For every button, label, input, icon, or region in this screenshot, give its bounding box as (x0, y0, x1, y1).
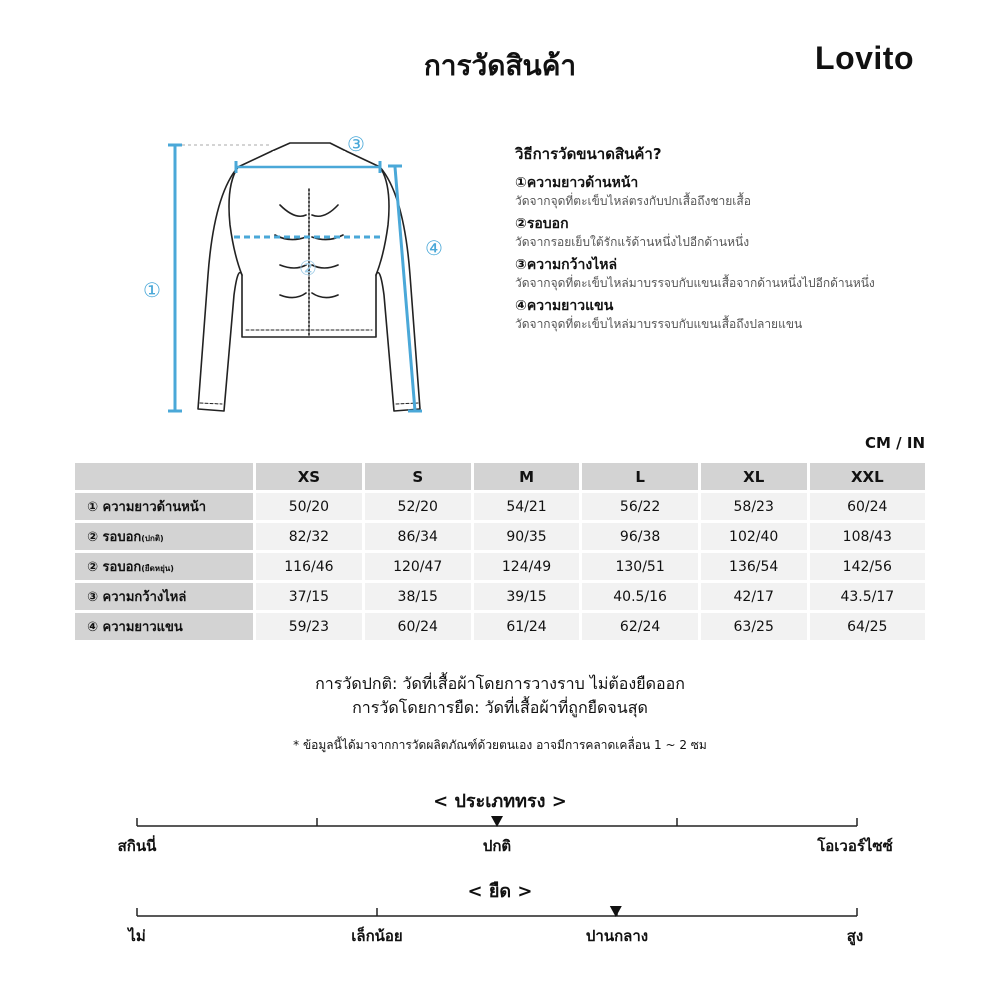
unit-label: CM / IN (865, 434, 925, 452)
table-corner (75, 463, 253, 490)
table-cell: 37/15 (256, 583, 362, 610)
guide-item-desc: วัดจากจุดที่ตะเข็บไหล่มาบรรจบกับแขนเสื้อจากด้านหนึ่งไปอีกด้านหนึ่ง (515, 276, 875, 290)
table-cell: 62/24 (582, 613, 697, 640)
table-cell: 54/21 (474, 493, 580, 520)
stretch-label-medium: ปานกลาง (585, 927, 649, 945)
table-header-row (75, 463, 925, 490)
table-cell: 63/25 (701, 613, 807, 640)
size-header: XL (701, 463, 807, 490)
table-cell: 43.5/17 (810, 583, 925, 610)
row-label: ④ ความยาวแขน (75, 613, 253, 640)
table-cell: 86/34 (365, 523, 471, 550)
row-label: ① ความยาวด้านหน้า (75, 493, 253, 520)
brand-logo: Lovito (815, 40, 914, 76)
table-cell: 90/35 (474, 523, 580, 550)
measurement-notes (0, 672, 1000, 720)
table-cell: 38/15 (365, 583, 471, 610)
table-row (75, 493, 925, 520)
row-label: ③ ความกว้างไหล่ (75, 583, 253, 610)
note-normal: การวัดปกติ: วัดที่เสื้อผ้าโดยการวางราบ ไม่ต้องยืดออก (315, 674, 685, 693)
marker-3: ③ (347, 132, 365, 156)
table-cell: 58/23 (701, 493, 807, 520)
stretch-label-slight: เล็กน้อย (351, 927, 403, 945)
guide-item (515, 215, 955, 251)
fit-scale-bar (130, 812, 870, 832)
fit-label-oversized: โอเวอร์ไซซ์ (817, 837, 893, 855)
page-title: การวัดสินค้า (423, 49, 577, 82)
table-cell: 59/23 (256, 613, 362, 640)
table-row (75, 583, 925, 610)
table-cell: 102/40 (701, 523, 807, 550)
table-cell: 60/24 (810, 493, 925, 520)
table-cell: 39/15 (474, 583, 580, 610)
stretch-label-high: สูง (846, 927, 864, 945)
table-cell: 82/32 (256, 523, 362, 550)
guide-item (515, 297, 955, 333)
table-row (75, 553, 925, 580)
table-cell: 60/24 (365, 613, 471, 640)
guide-item-desc: วัดจากจุดที่ตะเข็บไหล่ตรงกับปกเสื้อถึงชายเสื้อ (515, 194, 751, 208)
fit-label-skinny: สกินนี่ (117, 837, 157, 855)
guide-heading: วิธีการวัดขนาดสินค้า? (515, 145, 662, 163)
row-label: ② รอบอก(ปกติ) (75, 523, 253, 550)
guide-item-title: ②รอบอก (515, 216, 569, 232)
guide-item-title: ④ความยาวแขน (515, 298, 614, 314)
table-cell: 42/17 (701, 583, 807, 610)
size-header: M (474, 463, 580, 490)
size-header: L (582, 463, 697, 490)
guide-item-desc: วัดจากจุดที่ตะเข็บไหล่มาบรรจบกับแขนเสื้อถึงปลายแขน (515, 317, 803, 331)
guide-item (515, 256, 955, 292)
table-cell: 124/49 (474, 553, 580, 580)
measuring-guide (515, 142, 955, 338)
table-cell: 136/54 (701, 553, 807, 580)
stretch-scale-title: < ยืด > (467, 881, 533, 902)
size-header: XXL (810, 463, 925, 490)
fit-scale-title: < ประเภททรง > (433, 791, 567, 812)
garment-diagram (130, 125, 460, 425)
table-cell: 52/20 (365, 493, 471, 520)
table-cell: 40.5/16 (582, 583, 697, 610)
table-cell: 96/38 (582, 523, 697, 550)
footnote: * ข้อมูลนี้ได้มาจากการวัดผลิตภัณฑ์ด้วยตนเอง อาจมีการคลาดเคลื่อน 1 ~ 2 ซม (293, 738, 707, 752)
marker-1: ① (143, 278, 161, 302)
marker-4: ④ (425, 236, 443, 260)
table-cell: 64/25 (810, 613, 925, 640)
stretch-label-none: ไม่ (128, 927, 146, 945)
table-cell: 142/56 (810, 553, 925, 580)
table-cell: 61/24 (474, 613, 580, 640)
size-header: S (365, 463, 471, 490)
size-header: XS (256, 463, 362, 490)
row-label: ② รอบอก(ยืดหยุ่น) (75, 553, 253, 580)
table-cell: 116/46 (256, 553, 362, 580)
table-cell: 50/20 (256, 493, 362, 520)
marker-2: ② (299, 256, 317, 280)
table-cell: 130/51 (582, 553, 697, 580)
table-row (75, 523, 925, 550)
stretch-scale-bar (130, 902, 870, 922)
guide-item-title: ①ความยาวด้านหน้า (515, 175, 639, 191)
size-table (72, 460, 928, 643)
guide-item (515, 174, 955, 210)
note-stretched: การวัดโดยการยืด: วัดที่เสื้อผ้าที่ถูกยืดจนสุด (352, 698, 648, 717)
table-cell: 120/47 (365, 553, 471, 580)
guide-item-desc: วัดจากรอยเย็บใต้รักแร้ด้านหนึ่งไปอีกด้านหนึ่ง (515, 235, 750, 249)
table-row (75, 613, 925, 640)
table-cell: 56/22 (582, 493, 697, 520)
guide-item-title: ③ความกว้างไหล่ (515, 257, 618, 273)
fit-label-regular: ปกติ (482, 837, 512, 855)
table-cell: 108/43 (810, 523, 925, 550)
